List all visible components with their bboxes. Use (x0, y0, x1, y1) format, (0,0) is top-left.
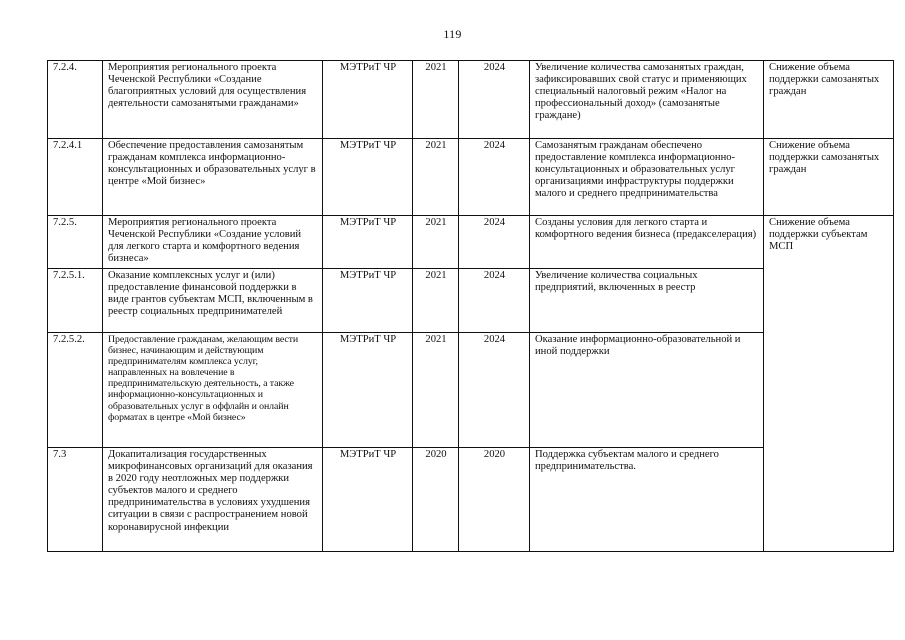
executor: МЭТРиТ ЧР (323, 448, 413, 552)
page-number: 119 (443, 27, 462, 41)
executor: МЭТРиТ ЧР (323, 269, 413, 333)
end-year: 2024 (459, 216, 530, 269)
item-number: 7.2.5.2. (48, 333, 103, 448)
item-number: 7.2.5.1. (48, 269, 103, 333)
start-year: 2021 (413, 216, 459, 269)
table-row (48, 216, 894, 269)
executor: МЭТРиТ ЧР (323, 139, 413, 216)
start-year: 2021 (413, 139, 459, 216)
start-year: 2021 (413, 269, 459, 333)
start-year: 2021 (413, 61, 459, 139)
item-number: 7.2.5. (48, 216, 103, 269)
item-number: 7.2.4. (48, 61, 103, 139)
expected-result: Поддержка субъектам малого и среднего предпринимательства. (530, 448, 764, 552)
end-year: 2020 (459, 448, 530, 552)
start-year: 2020 (413, 448, 459, 552)
table-row (48, 139, 894, 216)
item-number: 7.3 (48, 448, 103, 552)
expected-result: Самозанятым гражданам обеспечено предоставление комплекса информационно-консультационных и образовательных услуг организациями инфраструктуры поддержки малого и среднего предпринимательства (530, 139, 764, 216)
expected-result: Созданы условия для легкого старта и комфортного ведения бизнеса (предакселерация) (530, 216, 764, 269)
expected-result: Увеличение количества самозанятых граждан, зафиксировавших свой статус и применяющих специальный налоговый режим «Налог на профессиональный доход» (самозанятые граждане) (530, 61, 764, 139)
executor: МЭТРиТ ЧР (323, 333, 413, 448)
measure-name: Докапитализация государственных микрофинансовых организаций для оказания в 2020 году неотложных мер поддержки субъектов малого и среднего предпринимательства в условиях ухудшения ситуации в связи с распространением новой коронавирусной инфекции (103, 448, 323, 552)
executor: МЭТРиТ ЧР (323, 216, 413, 269)
end-year: 2024 (459, 61, 530, 139)
measures-table (47, 60, 894, 552)
end-year: 2024 (459, 333, 530, 448)
expected-result: Увеличение количества социальных предприятий, включенных в реестр (530, 269, 764, 333)
start-year: 2021 (413, 333, 459, 448)
risk-consequence: Снижение объема поддержки субъектам МСП (764, 216, 894, 552)
executor: МЭТРиТ ЧР (323, 61, 413, 139)
expected-result: Оказание информационно-образовательной и иной поддержки (530, 333, 764, 448)
risk-consequence: Снижение объема поддержки самозанятых граждан (764, 61, 894, 139)
risk-consequence: Снижение объема поддержки самозанятых граждан (764, 139, 894, 216)
measure-name: Мероприятия регионального проекта Чеченской Республики «Создание благоприятных условий для осуществления деятельности самозанятыми гражданами» (103, 61, 323, 139)
measure-name: Мероприятия регионального проекта Чеченской Республики «Создание условий для легкого старта и комфортного ведения бизнеса» (103, 216, 323, 269)
item-number: 7.2.4.1 (48, 139, 103, 216)
end-year: 2024 (459, 139, 530, 216)
end-year: 2024 (459, 269, 530, 333)
measure-name: Оказание комплексных услуг и (или) предоставление финансовой поддержки в виде грантов субъектам МСП, включенным в реестр социальных предпринимателей (103, 269, 323, 333)
measure-name: Обеспечение предоставления самозанятым гражданам комплекса информационно-консультационных и образовательных услуг в центре «Мой бизнес» (103, 139, 323, 216)
measure-name: Предоставление гражданам, желающим вести бизнес, начинающим и действующим предпринимателям комплекса услуг, направленных на вовлечение в предпринимательскую деятельность, а также информационно-консультационных и образовательных услуг в оффлайн и онлайн форматах в центре «Мой бизнес» (103, 333, 323, 448)
table-row (48, 61, 894, 139)
